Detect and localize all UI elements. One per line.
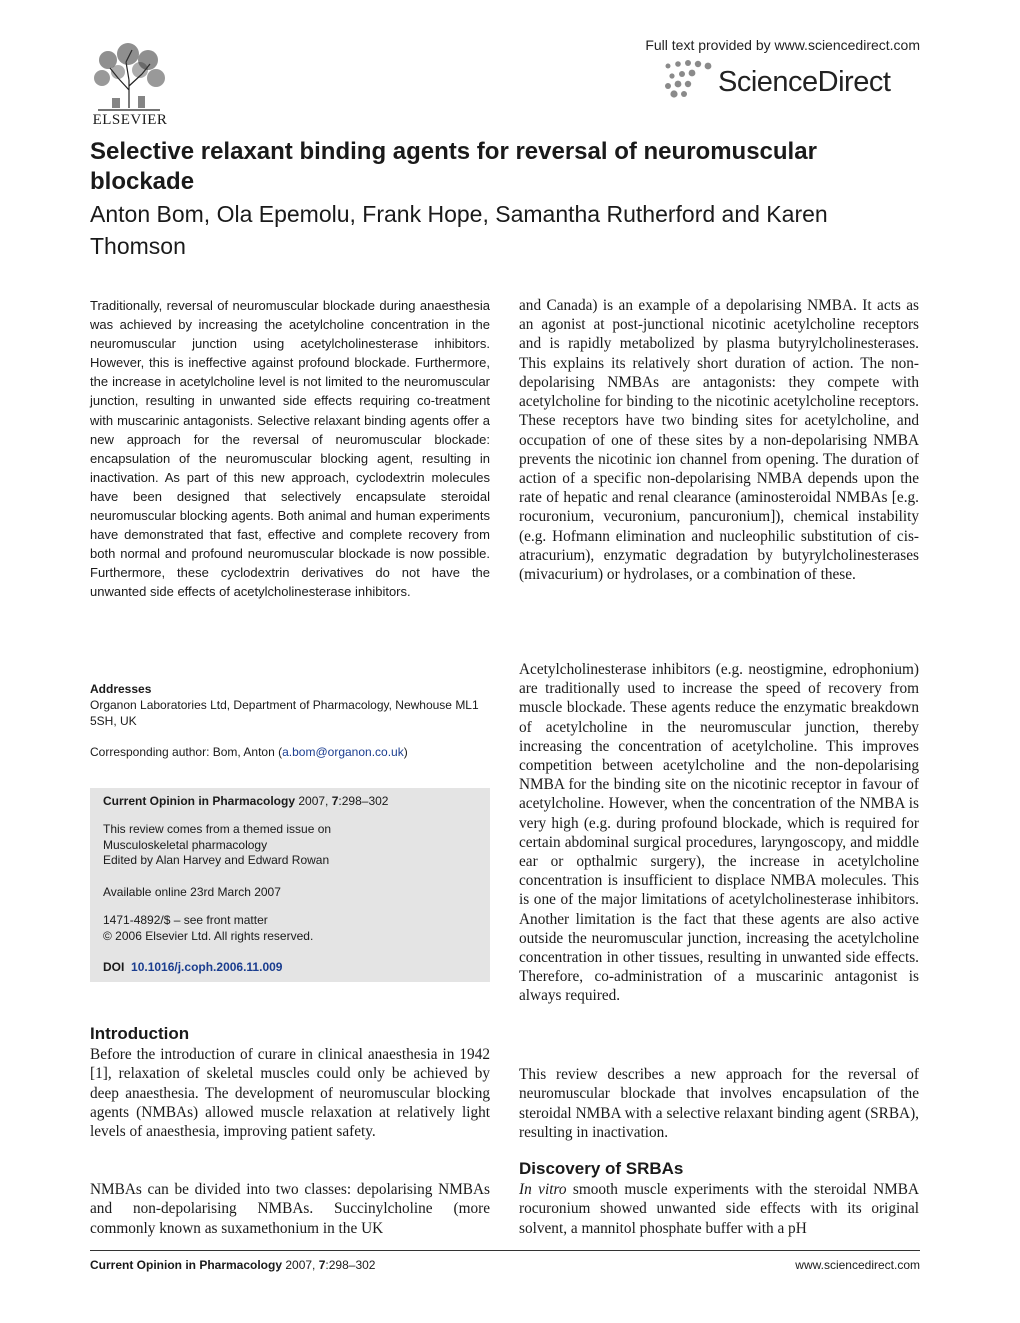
citation-line: [103, 794, 483, 810]
available-online: Available online 23rd March 2007: [103, 885, 281, 899]
in-vitro-term: In vitro: [519, 1181, 567, 1198]
body-paragraph-ache-inhibitors: Acetylcholinesterase inhibitors (e.g. neostigmine, edrophonium) are traditionally used to increase the speed of recovery from muscle blockade. These agents reduce the enzymatic breakdown of acetylcholine in the neuromuscular junction, thereby increasing the concentration of acetylcholine. This improves competition between acetylcholine and the non-depolarising NMBA for the binding site on the nicotinic receptor in favour of acetylcholine. However, when the concentration of the NMBA is very high (e.g. during profound blockade, which is required for certain abdominal surgical procedures, laryngoscopy, and middle ear or opthalmic surgery), the increase in acetylcholine concentration is insufficient to displace NMBA molecules. This is one of the major limitations of acetylcholinesterase inhibitors. Another limitation is the fact that these agents are also active outside the neuromuscular junction, increasing the acetylcholine concentration in other tissues, resulting in unwanted side effects. Therefore, co-administration of a muscarinic antagonist is always required.: [519, 661, 919, 1005]
theme-block: [103, 822, 483, 869]
body-paragraph-review-scope: This review describes a new approach for the reversal of neuromuscular blockade that involves encapsulation of the steroidal NMBA with a selective relaxant binding agent (SRBA), resulting in inactivation.: [519, 1066, 919, 1141]
citation-volume: 7: [331, 794, 339, 808]
addresses-text: Organon Laboratories Ltd, Department of Pharmacology, Newhouse ML1 5SH, UK: [90, 698, 479, 728]
author-email-link[interactable]: a.bom@organon.co.uk: [282, 745, 404, 759]
discovery-text: smooth muscle experiments with the steroidal NMBA rocuronium showed unwanted side effects with its original solvent, a mannitol phosphate buffer with a pH: [519, 1181, 919, 1237]
footer-divider: [90, 1250, 920, 1251]
body-paragraph-discovery: [519, 1180, 919, 1238]
fulltext-provider-note: Full text provided by www.sciencedirect.com: [645, 37, 920, 53]
footer-citation: [90, 1258, 375, 1272]
footer-volume: 7: [318, 1258, 326, 1272]
discovery-heading: Discovery of SRBAs: [519, 1159, 684, 1178]
footer-journal: Current Opinion in Pharmacology: [90, 1258, 283, 1272]
elsevier-wordmark: ELSEVIER: [92, 112, 168, 128]
citation-year: 2007,: [295, 794, 332, 808]
doi-label: DOI: [103, 960, 125, 974]
doi-line: [103, 960, 483, 976]
doi-link[interactable]: 10.1016/j.coph.2006.11.009: [131, 960, 283, 974]
addresses-heading: Addresses: [90, 682, 152, 696]
article-authors: Anton Bom, Ola Epemolu, Frank Hope, Samantha Rutherford and Karen Thomson: [90, 201, 828, 259]
corresponding-author: [90, 745, 490, 759]
corresponding-prefix: Corresponding author: Bom, Anton (: [90, 745, 283, 759]
footer-year: 2007,: [282, 1258, 319, 1272]
theme-line: This review comes from a themed issue on: [103, 822, 332, 836]
issn-copyright-block: [103, 913, 483, 944]
copyright-line: © 2006 Elsevier Ltd. All rights reserved.: [103, 928, 314, 943]
theme-name: Musculoskeletal pharmacology: [103, 837, 268, 852]
article-title: Selective relaxant binding agents for reversal of neuromuscular blockade: [90, 138, 817, 195]
issn-line: 1471-4892/$ – see front matter: [103, 913, 268, 927]
body-paragraph-nmba-classes: and Canada) is an example of a depolarising NMBA. It acts as an agonist at post-junctional nicotinic acetylcholine receptors and is rapidly metabolized by plasma butyrylcholinesterases. This explains its relatively short duration of action. The non-depolarising NMBAs are antagonists: they compete with acetylcholine for binding to the nicotinic acetylcholine receptors. These receptors have two binding sites for acetylcholine, and occupation of one of these sites by a non-depolarising NMBA prevents the nicotinic ion channel from opening. The duration of action of a specific non-depolarising NMBA depends upon the rate of hepatic and renal clearance (aminosteroidal NMBAs [e.g. rocuronium, vecuronium, pancuronium]), chemical instability (e.g. Hofmann elimination and nucleophilic substitution of cis-atracurium), enzymatic degradation by butyrylcholinesterases (mivacurium) or hydrolases, or a combination of these.: [519, 297, 919, 584]
intro-paragraph-1: Before the introduction of curare in clinical anaesthesia in 1942 [1], relaxation of skeletal muscles could only be achieved by deep anaesthesia. The development of neuromuscular blocking agents (NMBAs) allowed muscle relaxation at relatively light levels of anaesthesia, improving patient safety.: [90, 1046, 490, 1141]
sciencedirect-dots-icon: [658, 58, 718, 100]
article-info-box: [90, 788, 490, 982]
sciencedirect-logo-text: ScienceDirect: [718, 66, 891, 98]
corresponding-suffix: ): [403, 745, 408, 759]
intro-paragraph-2: NMBAs can be divided into two classes: depolarising NMBAs and non-depolarising NMBAs. Succinylcholine (more commonly known as suxamethonium in the UK: [90, 1181, 490, 1237]
theme-editors: Edited by Alan Harvey and Edward Rowan: [103, 853, 330, 867]
abstract-text: Traditionally, reversal of neuromuscular blockade during anaesthesia was achieved by increasing the acetylcholine concentration in the neuromuscular junction using acetylcholinesterase inhibitors. However, this is ineffective against profound blockade. Furthermore, the increase in acetylcholine level is not limited to the neuromuscular junction, resulting in unwanted side effects requiring co-treatment with muscarinic antagonists. Selective relaxant binding agents offer a new approach for the reversal of neuromuscular blockade: encapsulation of the neuromuscular blocking agent, resulting in inactivation. As part of this new approach, cyclodextrin molecules have been designed that selectively encapsulate steroidal neuromuscular blocking agents. Both animal and human experiments have demonstrated that fast, effective and complete recovery from both normal and profound neuromuscular blockade is now possible. Furthermore, these cyclodextrin derivatives do not have the unwanted side effects of acetylcholinesterase inhibitors.: [90, 298, 490, 600]
citation-pages: :298–302: [338, 794, 389, 808]
footer-pages: :298–302: [325, 1258, 376, 1272]
introduction-heading: Introduction: [90, 1024, 190, 1043]
footer-url[interactable]: www.sciencedirect.com: [795, 1258, 920, 1272]
journal-name: Current Opinion in Pharmacology: [103, 794, 296, 808]
